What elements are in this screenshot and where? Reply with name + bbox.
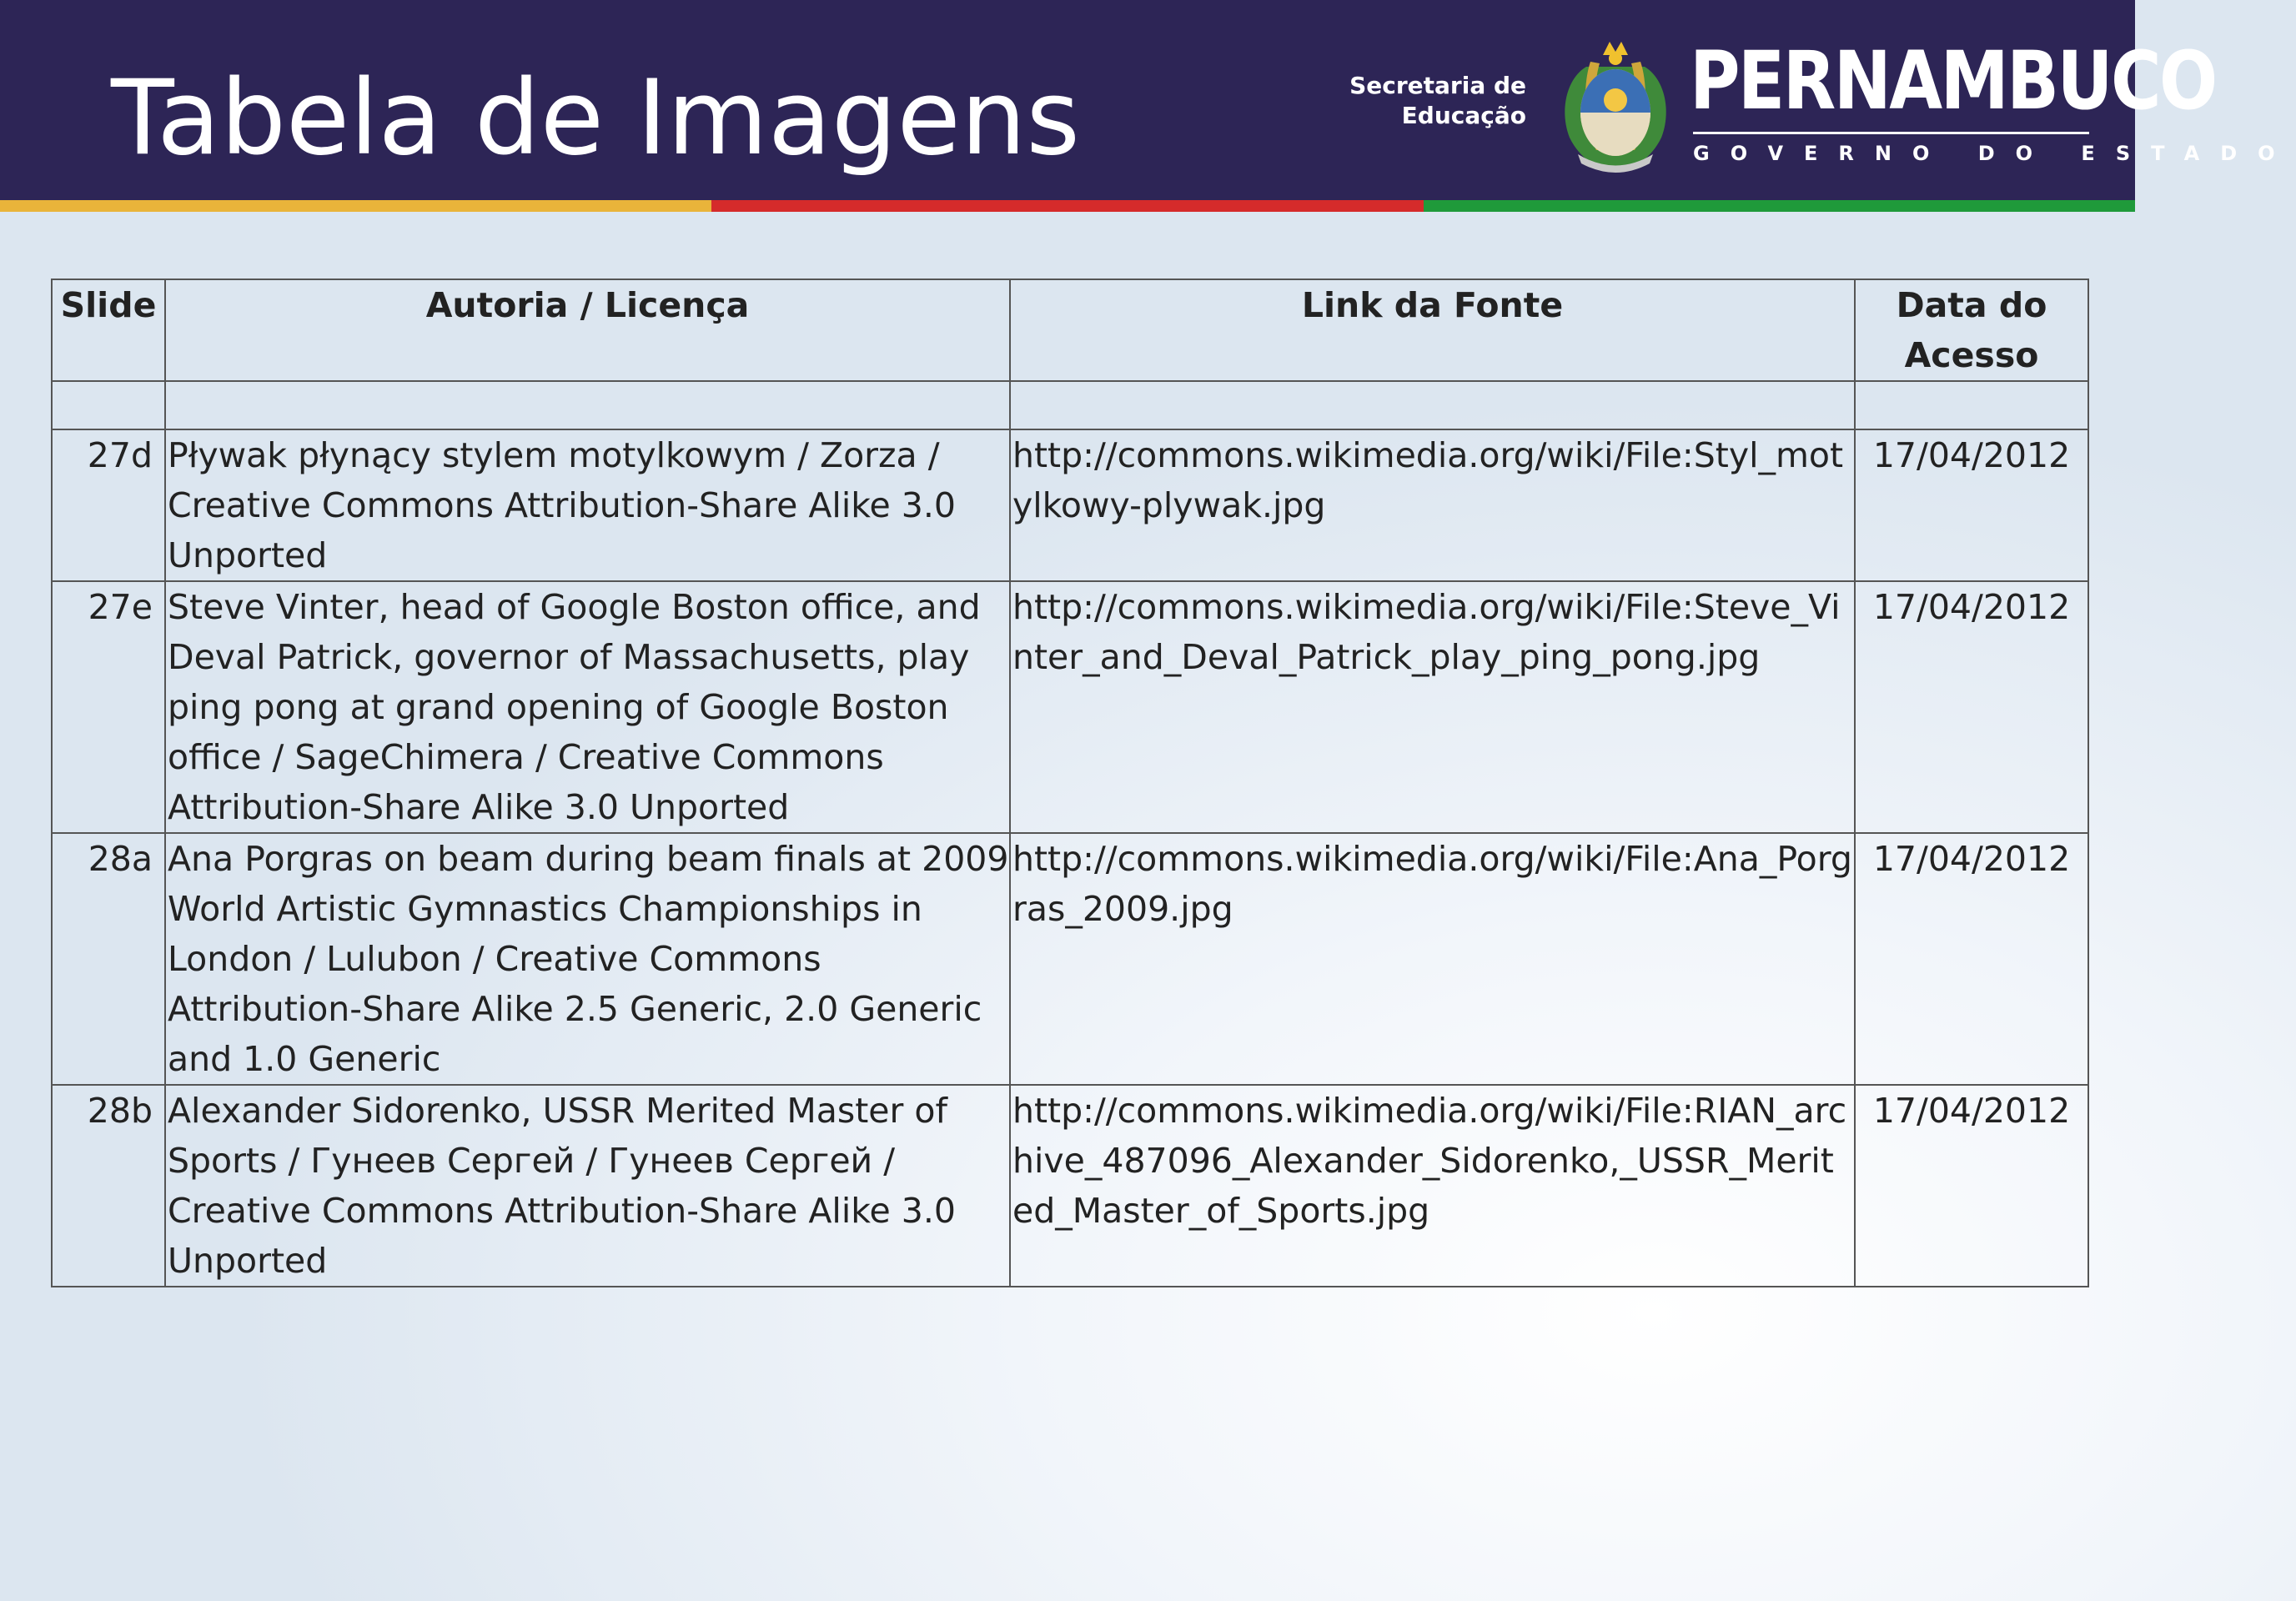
cell-link: http://commons.wikimedia.org/wiki/File:Ana_Porgras_2009.jpg [1010,833,1855,1085]
cell-link: http://commons.wikimedia.org/wiki/File:Steve_Vinter_and_Deval_Patrick_play_ping_pong.jpg [1010,581,1855,833]
cell-slide: 27e [52,581,165,833]
cell-authorship: Ana Porgras on beam during beam finals at 2009 World Artistic Gymnastics Championships in London / Lulubon / Creative Commons Attribution-Share Alike 2.5 Generic, 2.0 Generic and 1.0 Generic [165,833,1010,1085]
secretaria-label [1309,71,1526,131]
table-row [52,429,2088,581]
cell-authorship: Pływak płynący stylem motylkowym / Zorza / Creative Commons Attribution-Share Alike 3.0 Unported [165,429,1010,581]
table-row [52,1085,2088,1287]
cell-date: 17/04/2012 [1855,1085,2088,1287]
header-slide: Slide [52,279,165,381]
pernambuco-wordmark: PERNAMBUCO [1690,34,2216,128]
stripe-yellow [0,200,711,212]
cell-slide: 27d [52,429,165,581]
stripe-red [711,200,1423,212]
coat-of-arms-icon [1553,33,1678,175]
empty-cell [1855,381,2088,429]
header-date-line2: Acesso [1904,335,2039,375]
table-header-row [52,279,2088,381]
header-link: Link da Fonte [1010,279,1855,381]
cell-date: 17/04/2012 [1855,833,2088,1085]
header-color-stripe [0,200,2135,212]
empty-cell [1010,381,1855,429]
header-date-line1: Data do [1896,285,2047,325]
stripe-green [1424,200,2135,212]
cell-link: http://commons.wikimedia.org/wiki/File:Styl_motylkowy-plywak.jpg [1010,429,1855,581]
cell-slide: 28a [52,833,165,1085]
slide-title: Tabela de Imagens [111,58,1081,178]
table-row [52,581,2088,833]
cell-date: 17/04/2012 [1855,581,2088,833]
empty-row [52,381,2088,429]
header-date [1855,279,2088,381]
secretaria-line2: Educação [1401,102,1526,129]
cell-slide: 28b [52,1085,165,1287]
secretaria-line1: Secretaria de [1349,72,1526,99]
wordmark-divider [1693,132,2089,134]
image-credits-table [51,279,2089,1287]
cell-authorship: Steve Vinter, head of Google Boston office, and Deval Patrick, governor of Massachusetts, play ping pong at grand opening of Google Boston office / SageChimera / Creative Commons Attribution-Share Alike 3.0 Unported [165,581,1010,833]
empty-cell [165,381,1010,429]
slide-header [0,0,2296,200]
empty-cell [52,381,165,429]
table-row [52,833,2088,1085]
cell-link: http://commons.wikimedia.org/wiki/File:RIAN_archive_487096_Alexander_Sidorenko,_USSR_Merited_Master_of_Sports.jpg [1010,1085,1855,1287]
header-authorship: Autoria / Licença [165,279,1010,381]
cell-date: 17/04/2012 [1855,429,2088,581]
governo-do-estado-label: GOVERNO DO ESTADO [1693,142,2296,165]
cell-authorship: Alexander Sidorenko, USSR Merited Master of Sports / Гунеев Сергей / Гунеев Сергей / Creative Commons Attribution-Share Alike 3.0 Unported [165,1085,1010,1287]
